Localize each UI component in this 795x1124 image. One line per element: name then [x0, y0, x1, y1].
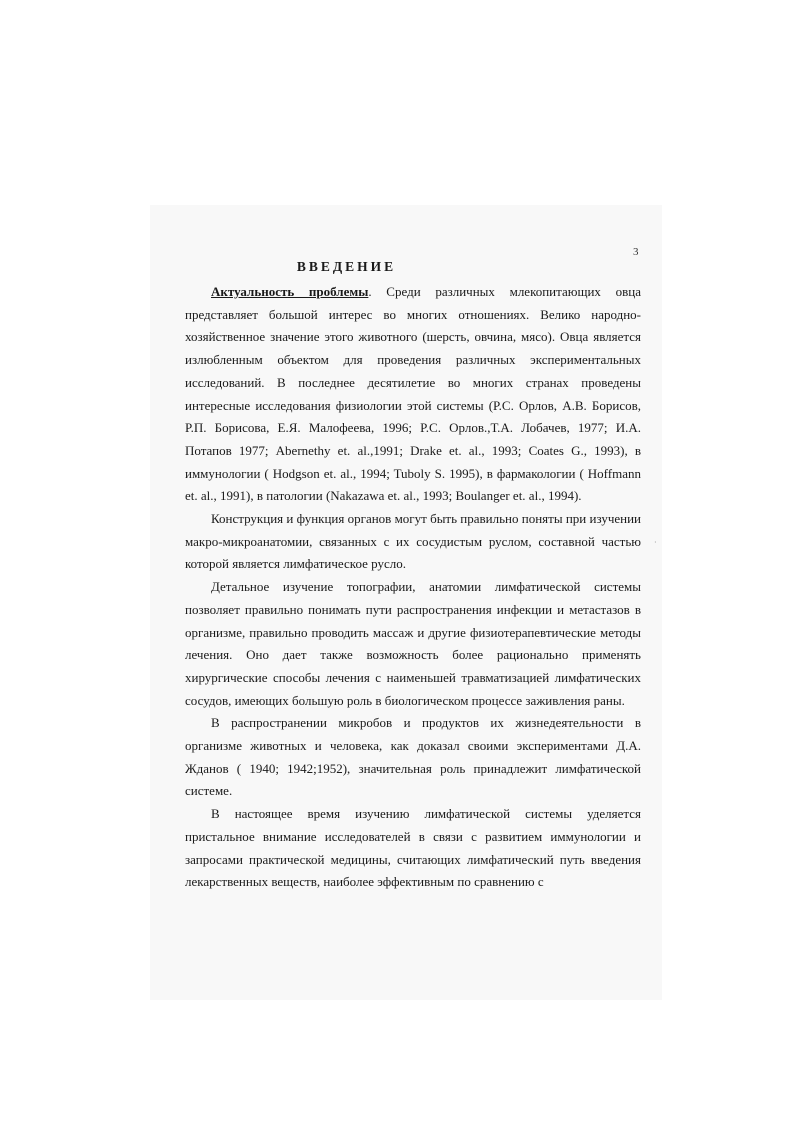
document-body	[185, 281, 641, 894]
page-number: 3	[633, 246, 639, 258]
paragraph-text: . Среди различных млекопитающих овца представляет большой интерес во многих отношениях. Велико народно-хозяйственное значение этого животного (шерсть, овчина, мясо). Овца является излюбленным объектом для проведения различных экспериментальных исследований. В последнее десятилетие во многих странах проведены интересные исследования физиологии этой системы (Р.С. Орлов, А.В. Борисов, Р.П. Борисова, Е.Я. Малофеева, 1996; Р.С. Орлов.,Т.А. Лобачев, 1977; И.А. Потапов 1977; Abernethy et. al.,1991; Drake et. al., 1993; Coates G., 1993), в иммунологии ( Hodgson et. al., 1994; Tuboly S. 1995), в фармакологии ( Hoffmann et. al., 1991), в патологии (Nakazawa et. al., 1993; Boulanger et. al., 1994).	[185, 284, 641, 504]
paragraph-microbes: В распространении микробов и продуктов их жизнедеятельности в организме животных и человека, как доказал своими экспериментами Д.А. Жданов ( 1940; 1942;1952), значительная роль принадлежит лимфатической системе.	[185, 715, 641, 799]
scan-artifact-dot: ·	[654, 538, 657, 547]
paragraph-current-research: В настоящее время изучению лимфатической системы уделяется пристальное внимание исследователей в связи с развитием иммунологии и запросами практической медицины, считающих лимфатический путь введения лекарственных веществ, наиболее эффективным по сравнению с	[185, 806, 641, 890]
paragraph-topography: Детальное изучение топографии, анатомии лимфатической системы позволяет правильно понимать пути распространения инфекции и метастазов в организме, правильно проводить массаж и другие физиотерапевтические методы лечения. Оно дает также возможность более рационально применять хирургические способы лечения с наименьшей травматизацией лимфатических сосудов, имеющих большую роль в биологическом процессе заживления раны.	[185, 579, 641, 708]
page-title: ВВЕДЕНИЕ	[296, 259, 397, 274]
paragraph-relevance	[185, 281, 641, 508]
lead-heading: Актуальность проблемы	[211, 284, 369, 299]
paragraph-construction: Конструкция и функция органов могут быть правильно поняты при изучении макро-микроанатомии, связанных с их сосудистым руслом, составной частью которой является лимфатическое русло.	[185, 511, 641, 572]
